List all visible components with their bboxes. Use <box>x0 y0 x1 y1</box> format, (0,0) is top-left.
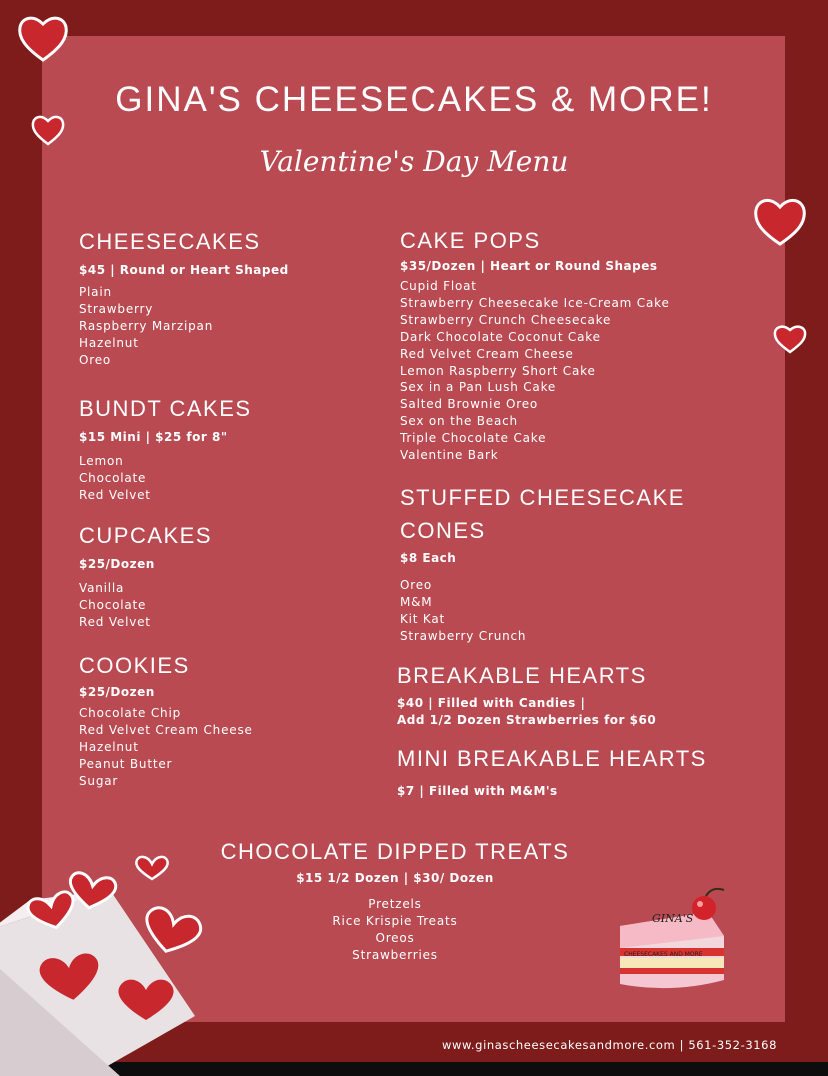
list-item: Oreo <box>400 578 433 592</box>
list-item: Kit Kat <box>400 611 446 626</box>
list-item: Vanilla <box>79 581 125 595</box>
section-chocolate-dipped-treats <box>190 838 600 964</box>
list-item: Chocolate <box>79 597 147 612</box>
item-list <box>400 278 670 464</box>
logo-name: GINA'S <box>652 912 694 925</box>
section-price: $35/Dozen | Heart or Round Shapes <box>400 259 658 273</box>
heart-icon <box>16 12 70 64</box>
list-item: Triple Chocolate Cake <box>400 431 547 446</box>
heart-icon <box>752 194 808 248</box>
section-cake-pops <box>400 227 670 464</box>
section-price: $7 | Filled with M&M's <box>397 784 558 798</box>
section-title: CUPCAKES <box>79 523 213 548</box>
section-price: $15 Mini | $25 for 8" <box>79 430 228 444</box>
logo-tagline: CHEESECAKES AND MORE <box>624 951 703 958</box>
list-item: Lemon <box>79 454 124 468</box>
section-title: CHEESECAKES <box>79 229 261 254</box>
list-item: Red Velvet Cream Cheese <box>400 346 574 361</box>
section-title: COOKIES <box>79 653 190 678</box>
section-bundt-cakes <box>79 395 252 504</box>
heart-icon <box>772 322 808 356</box>
item-list <box>79 705 253 790</box>
list-item: Hazelnut <box>79 739 139 754</box>
item-list <box>400 577 730 645</box>
list-item: Chocolate Chip <box>79 706 181 720</box>
section-breakable-hearts <box>397 662 656 729</box>
section-title: MINI BREAKABLE HEARTS <box>397 746 707 771</box>
list-item: Red Velvet Cream Cheese <box>79 722 253 737</box>
list-item: Sex on the Beach <box>400 414 518 429</box>
section-price: $8 Each <box>400 551 457 565</box>
list-item: Plain <box>79 285 112 299</box>
section-stuffed-cones <box>400 481 730 645</box>
list-item: Strawberry Crunch <box>400 628 527 643</box>
cheesecake-logo <box>612 886 732 998</box>
item-list <box>190 896 600 964</box>
list-item: Red Velvet <box>79 487 151 502</box>
list-item: Strawberry <box>79 301 154 316</box>
list-item: Salted Brownie Oreo <box>400 397 539 412</box>
section-price: $15 1/2 Dozen | $30/ Dozen <box>296 871 494 885</box>
list-item: Cupid Float <box>400 279 477 293</box>
list-item: Pretzels <box>368 897 422 911</box>
section-title: BUNDT CAKES <box>79 396 252 421</box>
section-title: STUFFED CHEESECAKE CONES <box>400 485 685 543</box>
list-item: M&M <box>400 594 433 609</box>
section-price-extra: Add 1/2 Dozen Strawberries for $60 <box>397 713 657 727</box>
list-item: Oreo <box>79 352 112 367</box>
list-item: Sex in a Pan Lush Cake <box>400 380 557 395</box>
list-item: Oreos <box>375 930 415 945</box>
footer-contact: www.ginascheesecakesandmore.com | 561-352-3168 <box>441 1038 777 1052</box>
list-item: Raspberry Marzipan <box>79 318 214 333</box>
page-subtitle: Valentine's Day Menu <box>259 145 569 178</box>
section-price: $25/Dozen <box>79 557 155 571</box>
page-title: GINA'S CHEESECAKES & MORE! <box>115 80 713 119</box>
list-item: Rice Krispie Treats <box>332 913 458 928</box>
list-item: Strawberries <box>352 947 438 962</box>
section-mini-breakable-hearts <box>397 745 707 800</box>
list-item: Sugar <box>79 773 119 788</box>
section-price: $45 | Round or Heart Shaped <box>79 263 289 277</box>
list-item: Strawberry Cheesecake Ice-Cream Cake <box>400 295 670 310</box>
section-cupcakes <box>79 522 212 631</box>
item-list <box>79 284 289 369</box>
section-price: $25/Dozen <box>79 685 155 699</box>
section-cookies <box>79 652 253 790</box>
section-title: BREAKABLE HEARTS <box>397 663 647 688</box>
section-price: $40 | Filled with Candies | <box>397 696 586 710</box>
section-title: CHOCOLATE DIPPED TREATS <box>220 839 570 864</box>
list-item: Dark Chocolate Coconut Cake <box>400 329 601 344</box>
item-list <box>79 580 212 631</box>
list-item: Hazelnut <box>79 335 139 350</box>
list-item: Chocolate <box>79 470 147 485</box>
section-cheesecakes <box>79 228 289 369</box>
envelope-illustration <box>0 840 210 1076</box>
list-item: Strawberry Crunch Cheesecake <box>400 312 612 327</box>
list-item: Lemon Raspberry Short Cake <box>400 363 596 378</box>
list-item: Valentine Bark <box>400 448 499 463</box>
item-list <box>79 453 252 504</box>
list-item: Peanut Butter <box>79 756 173 771</box>
list-item: Red Velvet <box>79 614 151 629</box>
section-title: CAKE POPS <box>400 228 541 253</box>
